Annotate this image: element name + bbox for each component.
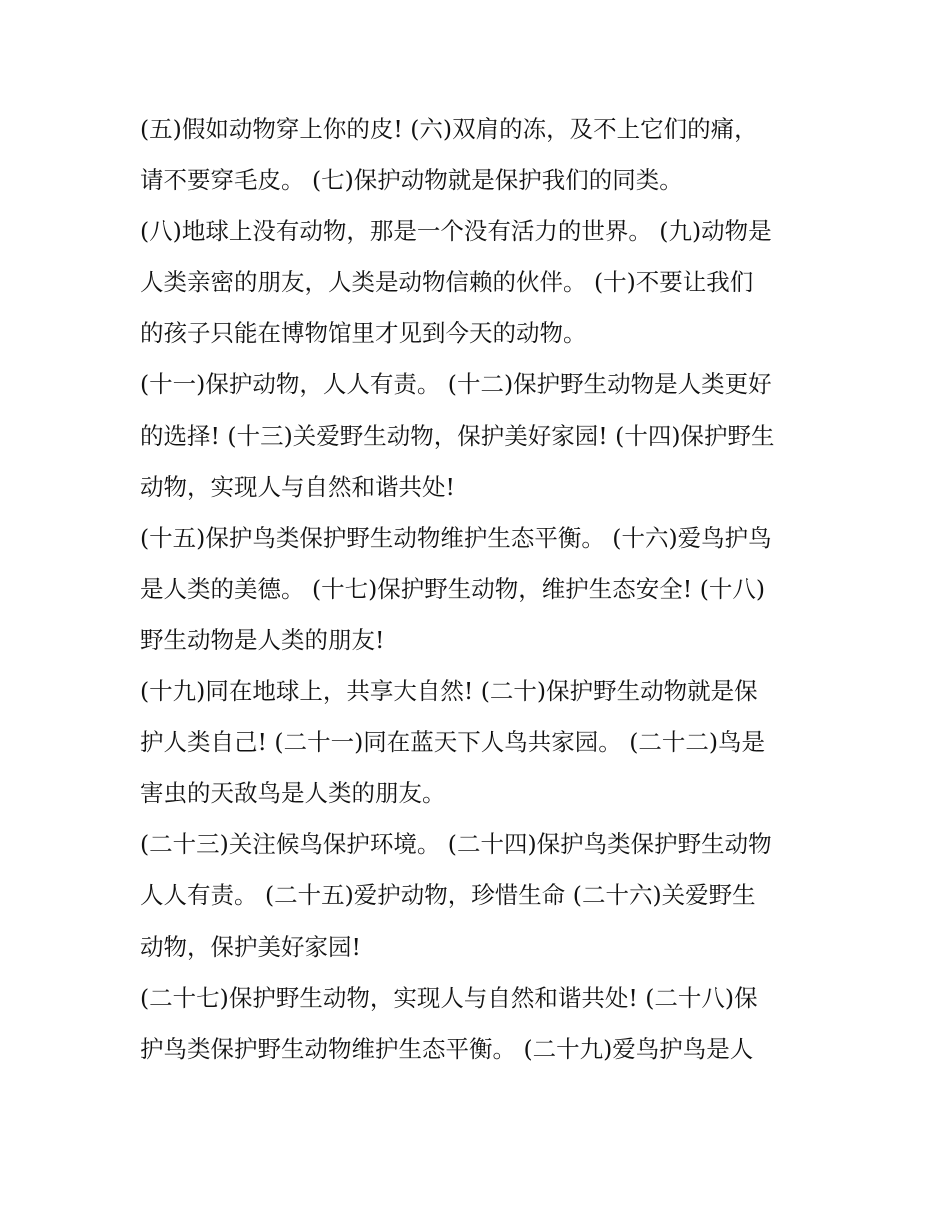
text-line: 人类亲密的朋友，人类是动物信赖的伙伴。 (十)不要让我们: [140, 268, 754, 297]
text-line: 野生动物是人类的朋友!: [140, 625, 385, 654]
text-line: (二十七)保护野生动物，实现人与自然和谐共处! (二十八)保: [140, 983, 758, 1012]
text-line: (十一)保护动物，人人有责。 (十二)保护野生动物是人类更好: [140, 370, 772, 399]
text-line: (二十三)关注候鸟保护环境。 (二十四)保护鸟类保护野生动物: [140, 830, 772, 859]
text-line: 的选择! (十三)关爱野生动物，保护美好家园! (十四)保护野生: [140, 421, 775, 450]
text-line: 护人类自己! (二十一)同在蓝天下人鸟共家园。 (二十二)鸟是: [140, 728, 766, 757]
text-line: 动物，实现人与自然和谐共处!: [140, 472, 455, 501]
text-line: (十五)保护鸟类保护野生动物维护生态平衡。 (十六)爱鸟护鸟: [140, 523, 772, 552]
text-line: 请不要穿毛皮。 (七)保护动物就是保护我们的同类。: [140, 166, 683, 195]
text-line: (五)假如动物穿上你的皮! (六)双肩的冻，及不上它们的痛，: [140, 115, 758, 143]
text-line: 害虫的天敌鸟是人类的朋友。: [140, 779, 446, 808]
text-line: 动物，保护美好家园!: [140, 932, 361, 961]
text-line: 人人有责。 (二十五)爱护动物，珍惜生命 (二十六)关爱野生: [140, 881, 756, 910]
document-body: [140, 104, 820, 1075]
text-line: 是人类的美德。 (十七)保护野生动物，维护生态安全! (十八): [140, 574, 766, 603]
text-line: (八)地球上没有动物，那是一个没有活力的世界。 (九)动物是: [140, 217, 772, 246]
text-line: 护鸟类保护野生动物维护生态平衡。 (二十九)爱鸟护鸟是人: [140, 1034, 754, 1063]
text-line: 的孩子只能在博物馆里才见到今天的动物。: [140, 319, 587, 348]
text-line: (十九)同在地球上，共享大自然! (二十)保护野生动物就是保: [140, 677, 758, 706]
